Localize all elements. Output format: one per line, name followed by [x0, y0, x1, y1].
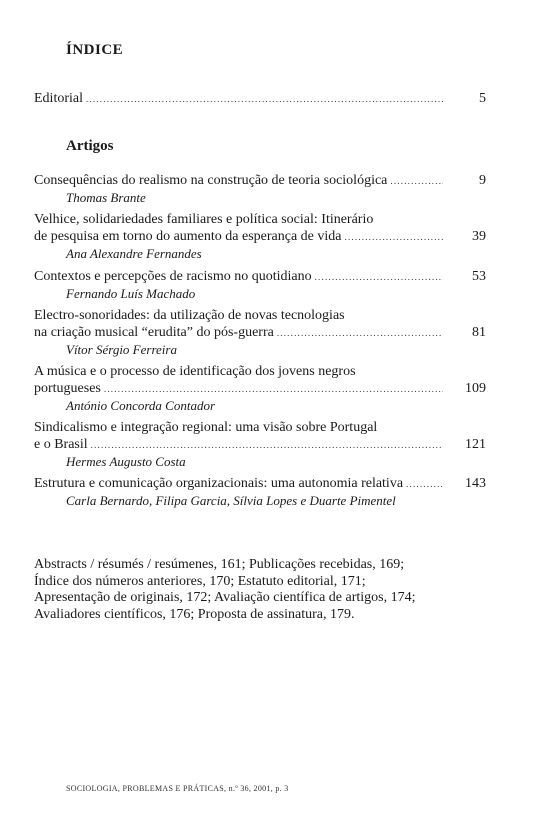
toc-entry-title: Estrutura e comunicação organizacionais: uma autonomia relativa [34, 476, 404, 491]
toc-entry-title-line-2: portugueses [34, 381, 101, 396]
toc-entry-title-line-1: Velhice, solidariedades familiares e política social: Itinerário [34, 212, 374, 227]
index-title: ÍNDICE [66, 42, 124, 58]
toc-entry-article-6[interactable] [34, 419, 486, 470]
toc-entry-title-line-2: e o Brasil [34, 437, 88, 452]
back-matter-line: Índice dos números anteriores, 170; Estatuto editorial, 171; [34, 573, 366, 589]
toc-entry-title-line-1: Sindicalismo e integração regional: uma visão sobre Portugal [34, 420, 378, 435]
dot-leader [390, 173, 443, 190]
toc-entry-article-4[interactable] [34, 307, 486, 358]
toc-entry-title: Contextos e percepções de racismo no quotidiano [34, 269, 312, 284]
toc-entry-title-line-2: na criação musical “erudita” do pós-guerra [34, 325, 274, 340]
dot-leader [277, 325, 443, 342]
toc-entry-author: Thomas Brante [66, 190, 146, 205]
toc-entry-author: Carla Bernardo, Filipa Garcia, Sílvia Lopes e Duarte Pimentel [66, 493, 396, 508]
toc-page-number: 81 [472, 325, 486, 340]
toc-entry-title-line-2: de pesquisa em torno do aumento da esperança de vida [34, 229, 342, 244]
dot-leader [406, 476, 443, 493]
toc-page-number: 39 [472, 229, 486, 244]
running-footer: SOCIOLOGIA, PROBLEMAS E PRÁTICAS, n.º 36, 2001, p. 3 [66, 784, 289, 793]
toc-entry-article-7[interactable] [34, 475, 486, 509]
toc-page-number: 109 [465, 381, 486, 396]
dot-leader [315, 269, 443, 286]
dot-leader [345, 229, 443, 246]
toc-page-number: 53 [472, 269, 486, 284]
back-matter-line: Avaliadores científicos, 176; Proposta de assinatura, 179. [34, 606, 355, 622]
dot-leader [86, 91, 443, 108]
toc-entry-author: Fernando Luís Machado [66, 286, 196, 301]
toc-entry-article-5[interactable] [34, 363, 486, 414]
toc-entry-editorial[interactable] [34, 90, 486, 108]
toc-entry-article-2[interactable] [34, 211, 486, 262]
dot-leader [104, 381, 443, 398]
dot-leader [91, 437, 443, 454]
toc-entry-author: Ana Alexandre Fernandes [66, 246, 202, 261]
toc-entry-title-line-1: Electro-sonoridades: da utilização de novas tecnologias [34, 308, 345, 323]
toc-page-number: 5 [479, 91, 486, 106]
back-matter-list [34, 557, 494, 623]
toc-page-number: 9 [479, 173, 486, 188]
toc-entry-title-line-1: A música e o processo de identificação dos jovens negros [34, 364, 356, 379]
back-matter-line: Abstracts / résumés / resúmenes, 161; Publicações recebidas, 169; [34, 557, 405, 572]
toc-entry-title: Editorial [34, 91, 83, 106]
toc-entry-article-1[interactable] [34, 172, 486, 206]
toc-entry-author: António Concorda Contador [66, 398, 216, 413]
toc-entry-author: Hermes Augusto Costa [66, 454, 186, 469]
toc-entry-article-3[interactable] [34, 268, 486, 302]
toc-entry-author: Vítor Sérgio Ferreira [66, 342, 177, 357]
toc-entry-title: Consequências do realismo na construção de teoria sociológica [34, 173, 388, 188]
toc-page-number: 121 [465, 437, 486, 452]
toc-page-number: 143 [465, 476, 486, 491]
back-matter-line: Apresentação de originais, 172; Avaliação científica de artigos, 174; [34, 590, 416, 605]
section-title-artigos: Artigos [66, 138, 114, 154]
